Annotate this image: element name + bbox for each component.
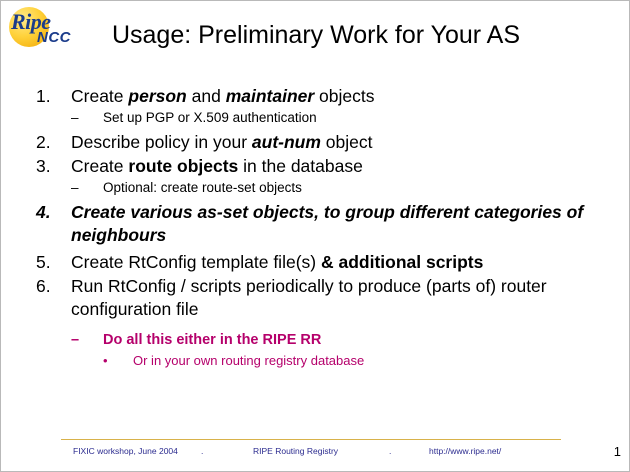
list-item-number: 3. xyxy=(36,156,51,177)
list-item xyxy=(31,275,621,321)
list-item xyxy=(31,131,621,154)
footer-url[interactable]: http://www.ripe.net/ xyxy=(429,446,502,456)
list-item-text: Create person and maintainer objects xyxy=(71,86,375,106)
sub-list-item-text: Optional: create route-set objects xyxy=(103,180,302,196)
dash-bullet-icon: – xyxy=(71,180,79,196)
closing-note-text: Do all this either in the RIPE RR xyxy=(103,331,322,348)
page-number: 1 xyxy=(613,444,621,459)
list-item-text: Describe policy in your aut-num object xyxy=(71,131,373,152)
dash-bullet-icon: – xyxy=(71,331,80,348)
list-item xyxy=(31,155,621,178)
list-item-number: 2. xyxy=(36,131,51,152)
list-item-text: Run RtConfig / scripts periodically to produce (parts of) router configuration file xyxy=(71,276,547,319)
footer-left-text: FIXIC workshop, June 2004 xyxy=(73,446,178,456)
dot-bullet-icon: • xyxy=(103,352,108,368)
list-item-number: 4. xyxy=(36,202,51,222)
closing-note xyxy=(31,331,621,349)
list-item-number: 1. xyxy=(36,86,51,106)
footer-middle-text: RIPE Routing Registry xyxy=(253,446,339,456)
closing-subnote xyxy=(31,353,621,369)
dash-bullet-icon: – xyxy=(71,109,79,125)
list-item-number: 6. xyxy=(36,276,51,297)
list-item xyxy=(31,201,621,247)
list-item xyxy=(31,85,621,108)
page-title: Usage: Preliminary Work for Your AS xyxy=(111,21,521,49)
sub-list-item xyxy=(31,180,621,197)
footer-separator-1: . xyxy=(201,446,204,456)
sub-list-item-text: Set up PGP or X.509 authentication xyxy=(103,109,317,125)
list-item-text: Create various as-set objects, to group different categories of neighbours xyxy=(71,202,584,245)
list-item-text: Create RtConfig template file(s) & additional scripts xyxy=(71,251,484,272)
list-item-number: 5. xyxy=(36,251,51,272)
closing-subnote-text: Or in your own routing registry database xyxy=(133,352,365,368)
slide-body xyxy=(31,85,621,369)
logo-ripe-text: Ripe xyxy=(11,9,51,34)
sub-list-item xyxy=(31,110,621,127)
list-item xyxy=(31,251,621,274)
footer-separator-2: . xyxy=(389,446,392,456)
list-item-text: Create route objects in the database xyxy=(71,156,363,177)
footer-divider xyxy=(61,439,561,440)
logo-ncc-text: NCC xyxy=(37,29,71,46)
